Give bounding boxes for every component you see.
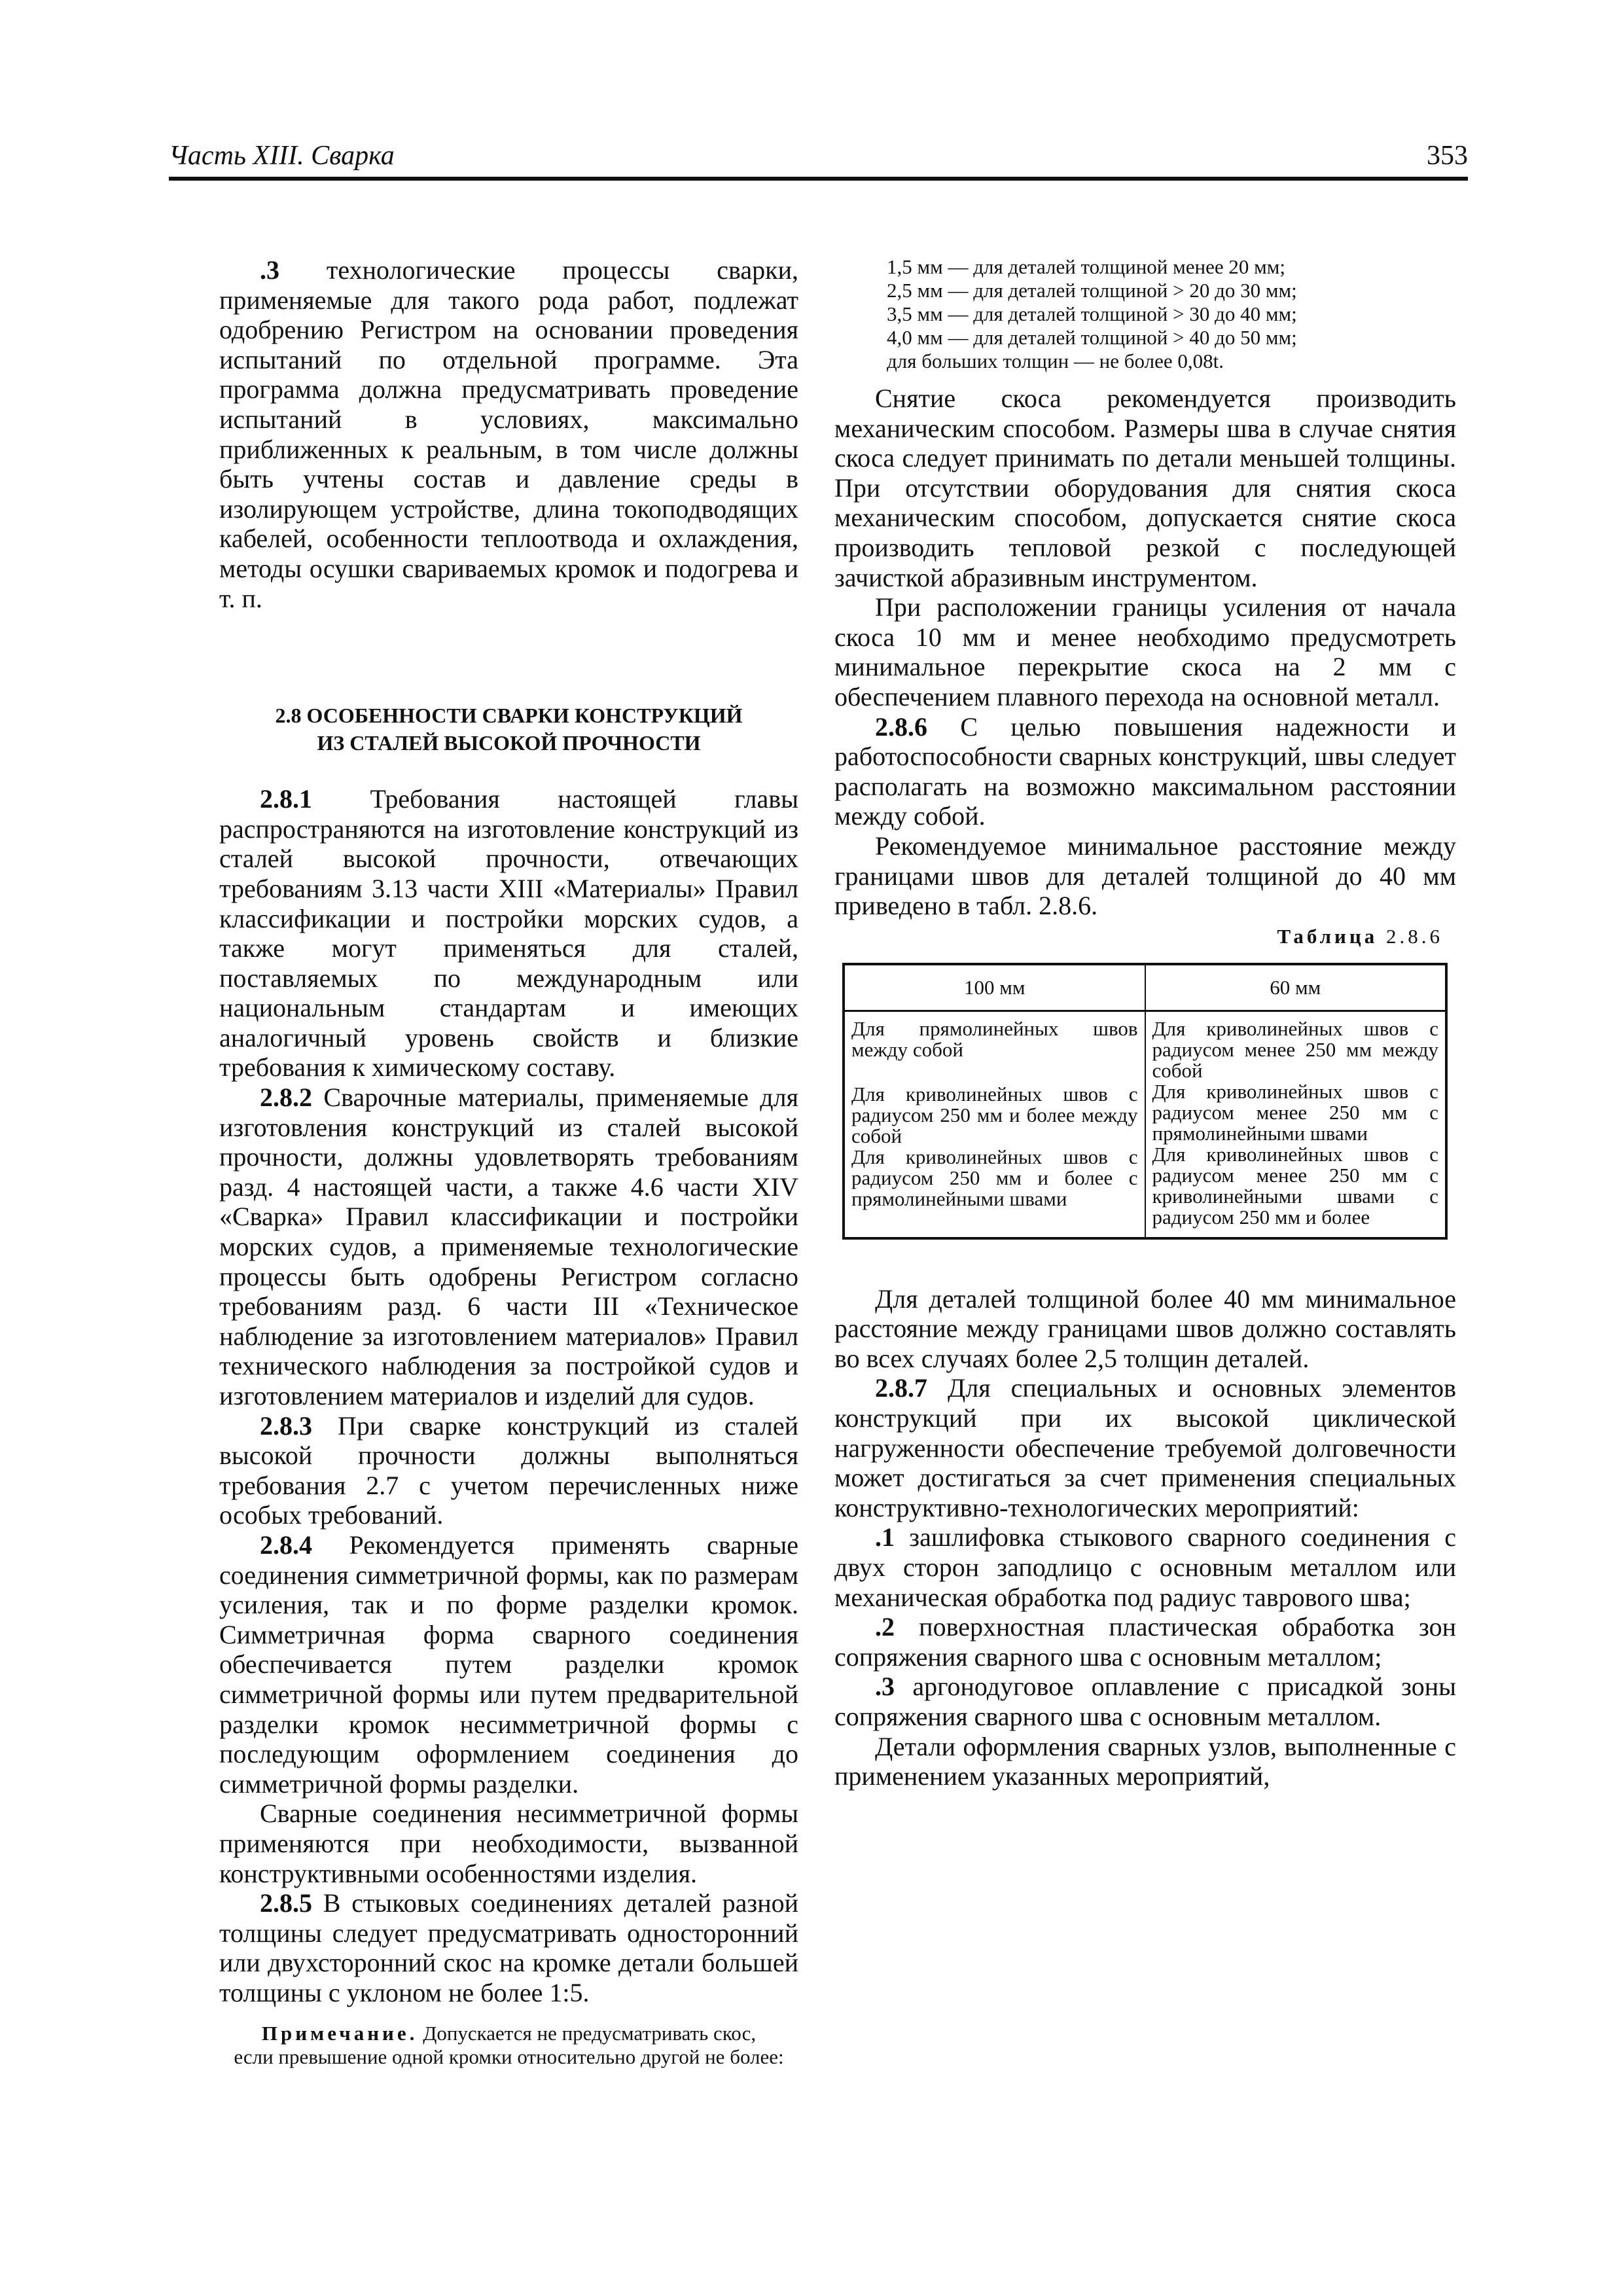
- paragraph-2-8-4: [219, 1530, 798, 1799]
- note-label: Примечание.: [261, 2022, 418, 2045]
- paragraph-text: технологические процессы сварки, применяемые для такого рода работ, подлежат одобрению Регистром на основании проведения испытаний по отдельной программе. Эта программа должна предусматривать проведение испытаний в условиях, максимально приближенных к реальным, в том числе должны быть учтены состав и давление среды в изолирующем устройстве, длина токоподводящих кабелей, особенности теплоотвода и охлаждения, методы осушки свариваемых кромок и подогрева и т. п.: [219, 255, 798, 613]
- thickness-list-item: 4,0 мм — для деталей толщиной > 40 до 50 мм;: [887, 326, 1297, 349]
- paragraph-text: При сварке конструкций из сталей высокой прочности должны выполняться требования 2.7 с учетом перечисленных ниже особых требований.: [219, 1410, 798, 1530]
- item-2-paragraph: [834, 1612, 1456, 1672]
- table-cell-text: Для криволинейных швов с радиусом менее 250 мм с криволинейными швами с радиусом 250 мм и более: [1152, 1142, 1438, 1229]
- paragraph-2-8-5: [219, 1888, 798, 2007]
- section-heading: [219, 702, 798, 757]
- item-number: .3: [260, 255, 279, 285]
- paragraph-number: 2.8.4: [260, 1530, 312, 1560]
- table-cell-60mm: [1145, 1011, 1447, 1238]
- paragraph-text: зашлифовка стыкового сварного соединения с двух сторон заподлицо с основным металлом или механическая обработка под радиус таврового шва;: [834, 1522, 1456, 1612]
- paragraph-text: поверхностная пластическая обработка зон сопряжения сварного шва с основным металлом;: [834, 1612, 1456, 1672]
- paragraph-2-8-2: [219, 1083, 798, 1411]
- paragraph-2-8-3: [219, 1411, 798, 1530]
- paragraph-asymmetric-joints: Сварные соединения несимметричной формы применяются при необходимости, вызванной конструктивными особенностями изделия.: [219, 1799, 798, 1888]
- thickness-list-item: 1,5 мм — для деталей толщиной менее 20 мм;: [887, 255, 1285, 278]
- paragraph-text: Для специальных и основных элементов конструкций при их высокой циклической нагруженности обеспечение требуемой долговечности может достигаться за счет применения специальных конструктивно-технологических мероприятий:: [834, 1373, 1456, 1522]
- paragraph-recommended-distance: Рекомендуемое минимальное расстояние между границами швов для деталей толщиной до 40 мм приведено в табл. 2.8.6.: [834, 831, 1456, 921]
- table-cell-text: Для криволинейных швов с радиусом 250 мм и более с прямолинейными швами: [851, 1145, 1138, 1210]
- table-header-row: [844, 964, 1446, 1011]
- page-number: 353: [1427, 141, 1468, 171]
- table-header-cell: 60 мм: [1145, 964, 1447, 1011]
- item-number: .2: [875, 1612, 895, 1642]
- thickness-list-item: 2,5 мм — для деталей толщиной > 20 до 30 мм;: [887, 279, 1297, 302]
- paragraph-text: Рекомендуется применять сварные соединения симметричной формы, как по размерам усиления, так и по форме разделки кромок. Симметричная форма сварного соединения обеспечивается путем разделки кромок симметричной формы или путем предварительной разделки кромок несимметричной формы с последующим оформлением соединения до симметричной формы разделки.: [219, 1530, 798, 1799]
- table-cell-text: Для криволинейных швов с радиусом 250 мм и более между собой: [851, 1082, 1138, 1147]
- table-cell-100mm: [844, 1011, 1145, 1238]
- paragraph-details: Детали оформления сварных узлов, выполненные с применением указанных мероприятий,: [834, 1731, 1456, 1791]
- paragraph-2-8-6: [834, 712, 1456, 831]
- item-number: .3: [875, 1672, 895, 1702]
- paragraph-text: В стыковых соединениях деталей разной толщины следует предусматривать односторонний или двухсторонний скос на кромке детали большей толщины с уклоном не более 1:5.: [219, 1888, 798, 2007]
- table-caption-number: 2.8.6: [1378, 924, 1443, 948]
- paragraph-bevel-removal: Снятие скоса рекомендуется производить механическим способом. Размеры шва в случае снятия скоса следует принимать по детали меньшей толщины. При отсутствии оборудования для снятия скоса механическим способом, допускается снятие скоса производить тепловой резкой с последующей зачисткой абразивным инструментом.: [834, 384, 1456, 592]
- thickness-list-item: 3,5 мм — для деталей толщиной > 30 до 40 мм;: [887, 302, 1297, 325]
- paragraph-number: 2.8.3: [260, 1410, 312, 1441]
- item-3-paragraph: [219, 255, 798, 613]
- running-header: [169, 143, 1468, 181]
- paragraph-2-8-7: [834, 1373, 1456, 1522]
- thickness-list-item: для больших толщин — не более 0,08t.: [887, 350, 1224, 372]
- left-column: [219, 255, 798, 2069]
- paragraph-text: Требования настоящей главы распространяются на изготовление конструкций из сталей высокой прочности, отвечающих требованиям 3.13 части XIII «Материалы» Правил классификации и постройки морских судов, а также могут применяться для сталей, поставляемых по международным или национальным стандартам и имеющих аналогичный уровень свойств и близкие требования к химическому составу.: [219, 784, 798, 1083]
- paragraph-overlap: При расположении границы усиления от начала скоса 10 мм и менее необходимо предусмотреть минимальное перекрытие скоса на 2 мм с обеспечением плавного перехода на основной металл.: [834, 592, 1456, 711]
- note-line-2: если превышение одной кромки относительно другой не более:: [234, 2045, 784, 2069]
- header-title: Часть XIII. Сварка: [169, 141, 395, 171]
- seam-distance-table: [842, 963, 1448, 1240]
- thickness-list: [834, 255, 1456, 373]
- paragraph-text: аргонодуговое оплавление с присадкой зоны сопряжения сварного шва с основным металлом.: [834, 1672, 1456, 1731]
- paragraph-number: 2.8.6: [875, 711, 927, 742]
- paragraph-number: 2.8.7: [875, 1373, 927, 1403]
- item-1-paragraph: [834, 1522, 1456, 1612]
- item-number: .1: [875, 1522, 895, 1552]
- paragraph-text: С целью повышения надежности и работоспособности сварных конструкций, швы следует располагать на возможно максимальном расстоянии между собой.: [834, 711, 1456, 831]
- table-cell-text: Для криволинейных швов с радиусом менее 250 мм между собой: [1152, 1016, 1438, 1082]
- table-cell-text: Для криволинейных швов с радиусом менее 250 мм с прямолинейными швами: [1152, 1079, 1438, 1145]
- paragraph-number: 2.8.1: [260, 784, 312, 814]
- note-line-1: [219, 2022, 798, 2045]
- table-cell-text: Для прямолинейных швов между собой: [851, 1016, 1138, 1061]
- item-3-paragraph: [834, 1672, 1456, 1731]
- note-text: Допускается не предусматривать скос,: [418, 2022, 757, 2045]
- paragraph-number: 2.8.5: [260, 1888, 312, 1918]
- right-column: [834, 255, 1456, 1791]
- paragraph-number: 2.8.2: [260, 1083, 312, 1113]
- table-caption: [834, 925, 1443, 948]
- paragraph-thicker-parts: Для деталей толщиной более 40 мм минимальное расстояние между границами швов должно составлять во всех случаях более 2,5 толщин деталей.: [834, 1283, 1456, 1373]
- table-row: [844, 1011, 1446, 1238]
- section-heading-line-1: 2.8 ОСОБЕННОСТИ СВАРКИ КОНСТРУКЦИЙ: [275, 704, 743, 728]
- table-header-cell: 100 мм: [844, 964, 1145, 1011]
- table-caption-label: Таблица: [1277, 924, 1378, 948]
- paragraph-text: Сварочные материалы, применяемые для изготовления конструкций из сталей высокой прочности, должны удовлетворять требованиям разд. 4 настоящей части, а также 4.6 части XIV «Сварка» Правил классификации и постройки морских судов, а применяемые технологические процессы быть одобрены Регистром согласно требованиям разд. 6 части III «Техническое наблюдение за изготовлением материалов» Правил технического наблюдения за постройкой судов и изготовлением материалов и изделий для судов.: [219, 1083, 798, 1410]
- section-heading-line-2: ИЗ СТАЛЕЙ ВЫСОКОЙ ПРОЧНОСТИ: [317, 731, 701, 755]
- paragraph-2-8-1: [219, 784, 798, 1083]
- note: [219, 2022, 798, 2069]
